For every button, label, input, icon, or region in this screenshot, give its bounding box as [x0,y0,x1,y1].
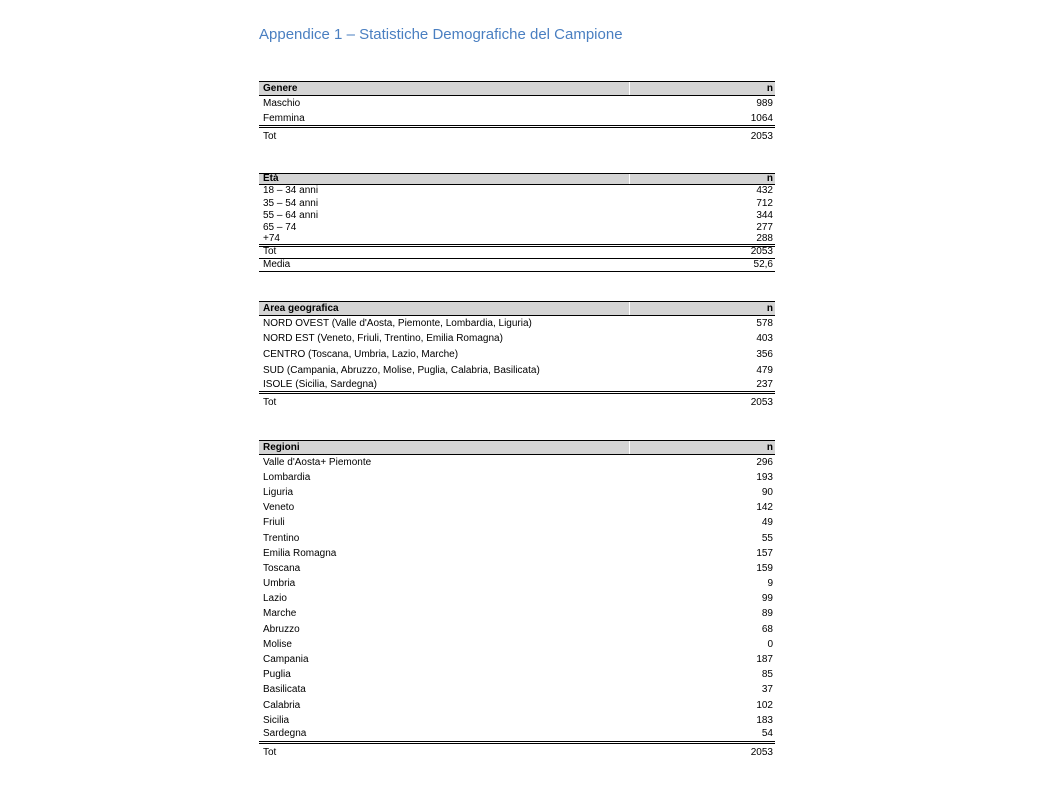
table-row [259,637,775,652]
row-label: Lombardia [263,471,311,483]
row-value: 102 [756,699,773,711]
table-row [259,197,775,209]
row-value: 237 [756,378,773,390]
row-label: 55 – 64 anni [263,209,319,221]
table-row [259,592,775,607]
row-label: CENTRO (Toscana, Umbria, Lazio, Marche) [263,348,459,360]
table-row [259,652,775,667]
table-row [259,235,775,247]
row-label: ISOLE (Sicilia, Sardegna) [263,378,377,390]
table-row [259,96,775,112]
genere-table [259,81,775,146]
total-label: Tot [263,746,277,758]
row-value: 54 [761,728,773,740]
total-value: 2053 [750,746,773,758]
table-row [259,485,775,500]
header-label: Genere [263,82,298,94]
row-label: NORD OVEST (Valle d'Aosta, Piemonte, Lombardia, Liguria) [263,317,532,329]
table-row [259,728,775,743]
total-row [259,744,775,762]
row-label: Sardegna [263,728,307,740]
row-value: 37 [761,684,773,696]
table-row [259,222,775,234]
row-value: 99 [761,593,773,605]
header-label: Età [263,173,279,184]
table-row [259,622,775,637]
table-row [259,378,775,394]
total-label: Tot [263,131,277,142]
total-label: Tot [263,246,277,258]
row-value: 68 [761,623,773,635]
row-value: 157 [756,547,773,559]
row-label: 18 – 34 anni [263,185,319,197]
row-label: Maschio [263,98,301,109]
row-value: 288 [756,233,773,245]
row-value: 989 [756,98,773,109]
row-label: Friuli [263,517,285,529]
table-row [259,698,775,713]
table-header [259,440,775,455]
row-value: 277 [756,222,773,234]
table-row [259,668,775,683]
row-value: 9 [767,578,773,590]
area-table [259,301,775,412]
row-value: 142 [756,502,773,514]
table-row [259,316,775,332]
total-row [259,128,775,146]
row-value: 193 [756,471,773,483]
row-label: Emilia Romagna [263,547,337,559]
header-col: n [766,173,773,184]
row-value: 344 [756,209,773,221]
row-label: SUD (Campania, Abruzzo, Molise, Puglia, Calabria, Basilicata) [263,364,540,376]
row-label: Umbria [263,578,296,590]
total-row [259,247,775,259]
table-header [259,173,775,185]
media-label: Media [263,258,291,270]
row-value: 55 [761,532,773,544]
table-row [259,332,775,348]
header-col: n [766,441,773,453]
row-label: NORD EST (Veneto, Friuli, Trentino, Emilia Romagna) [263,333,503,345]
row-label: Campania [263,654,309,666]
table-row [259,210,775,222]
row-label: Puglia [263,669,291,681]
table-row [259,347,775,363]
total-row [259,394,775,412]
table-row [259,501,775,516]
row-value: 1064 [750,112,773,124]
row-value: 187 [756,654,773,666]
table-row [259,363,775,379]
header-label: Area geografica [263,302,339,314]
row-value: 296 [756,456,773,468]
table-row [259,577,775,592]
row-label: Marche [263,608,297,620]
row-value: 578 [756,317,773,329]
row-label: Trentino [263,532,300,544]
row-value: 85 [761,669,773,681]
row-label: Calabria [263,699,301,711]
table-row [259,185,775,197]
total-label: Tot [263,396,277,408]
table-row [259,607,775,622]
row-label: Basilicata [263,684,306,696]
row-label: Veneto [263,502,295,514]
header-col: n [766,302,773,314]
row-label: Lazio [263,593,287,605]
row-label: Valle d'Aosta+ Piemonte [263,456,372,468]
row-label: Abruzzo [263,623,300,635]
table-row [259,516,775,531]
row-label: Toscana [263,562,301,574]
regioni-rows [259,455,775,744]
row-value: 159 [756,562,773,574]
eta-rows [259,185,775,247]
total-value: 2053 [750,131,773,142]
row-value: 90 [761,486,773,498]
table-row [259,561,775,576]
row-label: +74 [263,233,280,245]
row-label: Liguria [263,486,294,498]
table-header [259,81,775,96]
page-title: Appendice 1 – Statistiche Demografiche del Campione [259,26,623,43]
table-row [259,470,775,485]
media-row [259,259,775,272]
row-value: 712 [756,197,773,209]
table-row [259,683,775,698]
total-value: 2053 [750,246,773,258]
total-value: 2053 [750,396,773,408]
row-label: Molise [263,638,292,650]
header-col: n [766,82,773,94]
table-row [259,112,775,128]
row-value: 432 [756,185,773,197]
row-value: 49 [761,517,773,529]
row-value: 479 [756,364,773,376]
table-row [259,713,775,728]
row-value: 89 [761,608,773,620]
row-label: 35 – 54 anni [263,197,319,209]
row-label: Sicilia [263,714,290,726]
row-value: 356 [756,348,773,360]
row-label: Femmina [263,112,305,124]
eta-table [259,173,775,272]
table-row [259,546,775,561]
regioni-table [259,440,775,762]
media-value: 52,6 [753,258,773,270]
table-row [259,531,775,546]
row-value: 183 [756,714,773,726]
table-header [259,301,775,316]
row-label: 65 – 74 [263,222,297,234]
area-rows [259,316,775,394]
header-label: Regioni [263,441,300,453]
row-value: 403 [756,333,773,345]
table-row [259,455,775,470]
row-value: 0 [767,638,773,650]
genere-rows [259,96,775,128]
